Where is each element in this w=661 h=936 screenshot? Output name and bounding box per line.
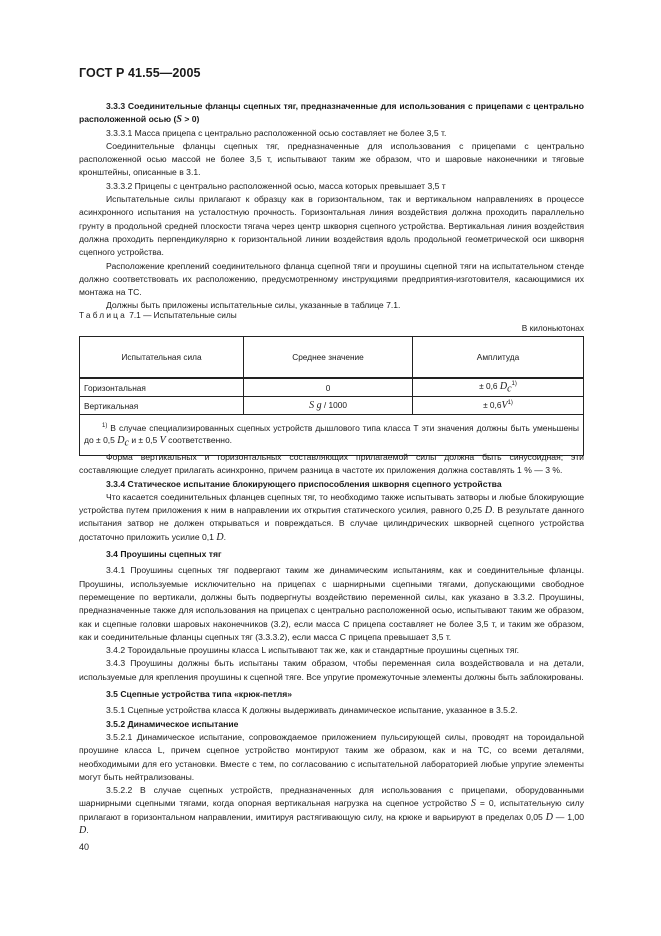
column-header: Среднее значение <box>244 337 413 379</box>
paragraph: 3.3.3.1 Масса прицепа с центрально расположенной осью составляет не более 3,5 т. <box>106 127 447 138</box>
section-title: 3.5.2 Динамическое испытание <box>106 718 239 729</box>
paragraph: Форма вертикальных и горизонтальных составляющих прилагаемой силы должна быть синусоидная; эти составляющие следует прилагать асинхронно, причем разница в частоте их приложения должна составлять 1 % — 3 %. <box>79 452 584 476</box>
section-title: 3.5 Сцепные устройства типа «крюк-петля» <box>106 689 293 700</box>
table-footnote-row <box>80 415 584 456</box>
paragraph: 3.5.2.2 В случае сцепных устройств, предназначенных для использования с прицепами, оборудованными шарнирными сцепными тягами, когда опорная вертикальная нагрузка на сцепное устройство S = 0, испытательную силу прилагают в горизонтальном направлении, имитируя растягивающую силу, на крюке и варьируют в пределах 0,05 D — 1,00 D. <box>79 785 584 837</box>
after-table-text <box>79 451 584 837</box>
table-units: В килоньютонах <box>521 323 584 333</box>
paragraph: Испытательные силы прилагают к образцу как в горизонтальном, так и вертикальном направлениях в процессе асинхронного испытания на усталостную прочность. Горизонтальная линия воздействия должна проходить параллельно грунту в продольной средней плоскости тягача через центр шкворня сцепного устройства. Вертикальная линия воздействия должна проходить перпендикулярно к горизонтальной линии воздействия вдоль продольной геометрической оси шкворня сцепного устройства. <box>79 194 584 258</box>
paragraph: 3.4.3 Проушины должны быть испытаны таким образом, чтобы переменная сила воздействовала и на детали, используемые для крепления проушины к сцепной тяге. Все упругие промежуточные элементы должны быть заблокированы. <box>79 658 584 682</box>
table-header-row <box>80 337 584 379</box>
paragraph: 3.4.1 Проушины сцепных тяг подвергают таким же динамическим испытаниям, как и соединительные фланцы. Проушины, используемые исключительно на прицепах с шарнирными сцепными тягами, допускающими свободное перемещение по вертикали, должны быть подвергнуты воздействию переменной силы, как указано в 3.3.2. Проушины, предназначенные также для использования на прицепах с центрально расположенной осью, испытывают таким же образом, как и сцепные головки шаровых наконечников (3.2), если масса C прицепа составляет не более 3,5 т, и таким же образом, как и соединительные фланцы сцепных тяг (3.3.3.2), если масса C прицепа превышает 3,5 т. <box>79 565 584 642</box>
section-3-3-3 <box>79 100 584 313</box>
table-cell: S g / 1000 <box>244 397 413 415</box>
table-row <box>80 397 584 415</box>
paragraph: Должны быть приложены испытательные силы, указанные в таблице 7.1. <box>106 300 401 311</box>
paragraph: 3.4.2 Тороидальные проушины класса L испытывают так же, как и стандартные проушины сцепных тяг. <box>106 645 519 656</box>
table-cell: ± $0,6V^{1)}$ <box>413 397 584 415</box>
paragraph: Что касается соединительных фланцев сцепных тяг, то необходимо также испытывать затворы и любые блокирующие устройства путем приложения к ним в направлении их открытия статического усилия, равного 0,25 D. В результате данного испытания затвор не должен открываться и повреждаться. В случае цилиндрических шкворней сцепного устройства достаточно приложить усилие 0,1 D. <box>79 491 584 543</box>
table-footnote: $^{1)}$ В случае специализированных сцепных устройств дышлового типа класса Т эти значения должны быть уменьшены до ± 0,5 $D_c$ и ± 0,5 V соответственно. <box>80 415 584 456</box>
test-forces-table <box>79 336 584 456</box>
column-header: Амплитуда <box>413 337 584 379</box>
table-cell: ± 0,6 $D_c^{1)}$ <box>413 378 584 397</box>
section-title: 3.3.3 Соединительные фланцы сцепных тяг, предназначенные для использования с прицепами с центрально расположенной осью (S > 0) <box>79 101 584 126</box>
table-cell: 0 <box>244 378 413 397</box>
paragraph: 3.5.2.1 Динамическое испытание, сопровождаемое приложением пульсирующей силы, проводят на тороидальной проушине класса L, причем сцепное устройство монтируют таким же образом, как и на ТС, со всеми деталями, необходимыми для его установки. Вместе с тем, по согласованию с испытательной лабораторией любые упругие элементы могут быть нейтрализованы. <box>79 731 584 782</box>
paragraph: Соединительные фланцы сцепных тяг, предназначенные для использования с прицепами с центрально расположенной осью массой не более 3,5 т, испытывают таким же образом, что и шаровые наконечники и тяговые кронштейны, описанные в 3.1. <box>79 140 584 178</box>
table-cell: Горизонтальная <box>80 378 244 397</box>
paragraph: 3.5.1 Сцепные устройства класса К должны выдерживать динамическое испытание, указанное в 3.5.2. <box>106 705 518 716</box>
table-block <box>79 310 584 456</box>
table-row <box>80 378 584 397</box>
paragraph: Расположение креплений соединительного фланца сцепной тяги и проушины сцепной тяги на испытательном стенде должно соответствовать их расположению, предусмотренному инструкциями предприятия-изготовителя, касающимися их монтажа на ТС. <box>79 260 584 298</box>
section-title: 3.3.4 Статическое испытание блокирующего приспособления шкворня сцепного устройства <box>106 478 502 489</box>
table-cell: Вертикальная <box>80 397 244 415</box>
page-number: 40 <box>79 842 90 852</box>
table-caption: Таблица 7.1 — Испытательные силы <box>79 310 237 320</box>
document-header: ГОСТ Р 41.55—2005 <box>79 66 201 80</box>
section-title: 3.4 Проушины сцепных тяг <box>106 549 222 560</box>
column-header: Испытательная сила <box>80 337 244 379</box>
paragraph: 3.3.3.2 Прицепы с центрально расположенной осью, масса которых превышает 3,5 т <box>106 180 446 191</box>
